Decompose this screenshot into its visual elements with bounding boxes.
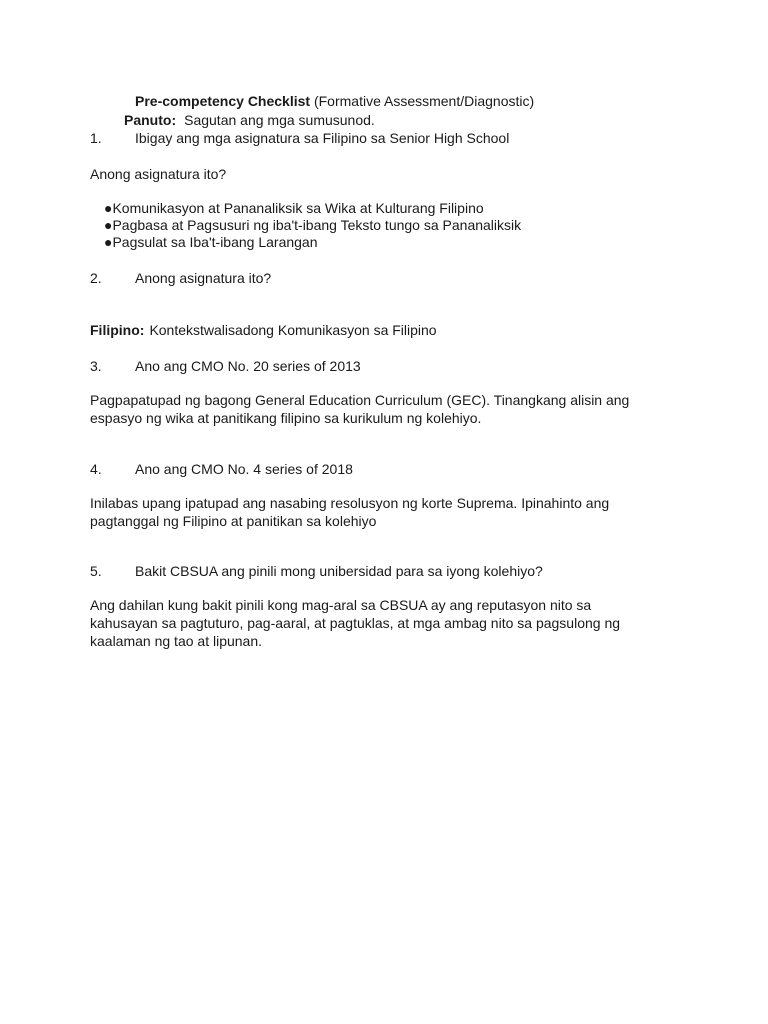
list-item: ●Pagbasa at Pagsusuri ng iba't-ibang Teksto tungo sa Pananaliksik [104,217,522,233]
question-4-answer: Inilabas upang ipatupad ang nasabing resolusyon ng korte Suprema. Ipinahinto ang pagtanggal ng Filipino at panitikan sa kolehiyo [90,495,610,529]
question-text: Anong asignatura ito? [135,270,272,286]
document-heading [135,92,534,110]
list-item: ●Komunikasyon at Pananaliksik sa Wika at Kulturang Filipino [104,200,484,216]
answer-text: Kontekstwalisadong Komunikasyon sa Filipino [149,322,437,338]
question-text: Ano ang CMO No. 4 series of 2018 [135,461,353,477]
question-1-prompt: Anong asignatura ito? [90,166,227,182]
question-text: Bakit CBSUA ang pinili mong unibersidad para sa iyong kolehiyo? [135,563,543,579]
question-3-answer: Pagpapatupad ng bagong General Education Curriculum (GEC). Tinangkang alisin ang espasyo ng wika at panitikang filipino sa kurikulum ng kolehiyo. [90,392,630,426]
question-number: 4. [90,461,102,477]
instruction-text: Sagutan ang mga sumusunod. [184,112,375,128]
instruction-line [124,111,375,129]
question-5-answer: Ang dahilan kung bakit pinili kong mag-aral sa CBSUA ay ang reputasyon nito sa kahusayan sa pagtuturo, pag-aaral, at pagtuklas, at mga ambag nito sa pagsulong ng kaalaman ng tao at lipunan. [90,597,621,649]
question-number: 5. [90,563,102,579]
document-title: Pre-competency Checklist [135,93,311,109]
list-item: ●Pagsulat sa Iba't-ibang Larangan [104,234,318,250]
document-subtitle: (Formative Assessment/Diagnostic) [313,93,535,109]
question-2-answer [90,321,437,339]
question-number: 1. [90,130,102,146]
question-text: Ibigay ang mga asignatura sa Filipino sa Senior High School [135,130,510,146]
question-number: 3. [90,358,102,374]
answer-label: Filipino: [90,322,145,338]
question-number: 2. [90,270,102,286]
instruction-label: Panuto: [124,112,177,128]
question-text: Ano ang CMO No. 20 series of 2013 [135,358,361,374]
